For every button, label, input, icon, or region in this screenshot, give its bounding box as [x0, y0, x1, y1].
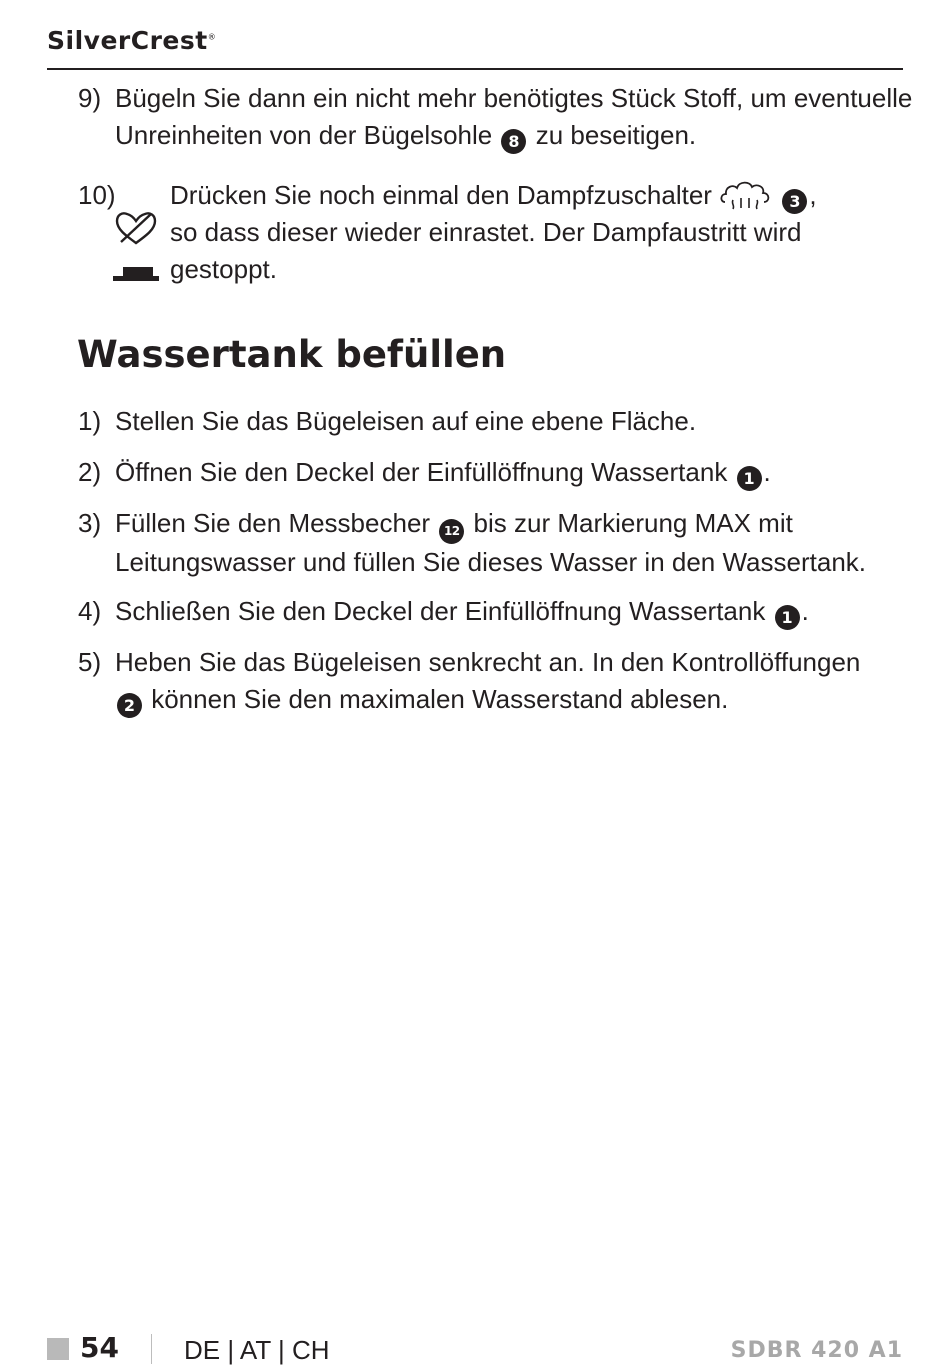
step-number: 5): [78, 647, 102, 677]
text-run: .: [801, 596, 809, 626]
ref-number: 1: [737, 466, 762, 491]
step-number: 2): [78, 457, 102, 487]
section-heading: Wassertank befüllen: [77, 333, 507, 376]
step-10: [78, 177, 898, 288]
fill-step-5: [78, 644, 898, 718]
step-text: [115, 593, 809, 630]
fill-step-3: [78, 505, 898, 579]
text-line: [115, 403, 696, 440]
step-number: 1): [78, 406, 102, 436]
text-run: ,: [809, 180, 817, 210]
text-run: zu beseitigen.: [528, 120, 697, 150]
text-line: [170, 251, 817, 288]
step-number: 9): [78, 83, 102, 113]
fill-step-1: [78, 403, 898, 440]
text-run: können Sie den maximalen Wasserstand ablesen.: [144, 684, 729, 714]
step-text: [170, 177, 817, 288]
fill-step-4: [78, 593, 898, 630]
text-line: [115, 454, 771, 491]
step-text: [115, 644, 860, 718]
step-number: 4): [78, 596, 102, 626]
brand-logo: [47, 26, 216, 55]
separator: |: [227, 1335, 235, 1365]
text-run: Füllen Sie den Messbecher: [115, 508, 438, 538]
country-codes: [184, 1330, 330, 1370]
text-run: Heben Sie das Bügeleisen senkrecht an. In den Kontrollöffungen: [115, 647, 861, 677]
step-number: 10): [78, 180, 116, 210]
text-line: [115, 117, 912, 154]
fill-step-2: [78, 454, 898, 491]
country-code: CH: [291, 1335, 330, 1365]
page-marker-square: [47, 1338, 69, 1360]
ref-number: 8: [501, 129, 526, 154]
text-line: [170, 214, 817, 251]
text-line: [115, 681, 860, 718]
text-run: Unreinheiten von der Bügelsohle: [115, 120, 500, 150]
ref-number: 3: [782, 189, 807, 214]
ref-number: 2: [117, 693, 142, 718]
brand-name: SilverCrest: [47, 26, 208, 55]
header-rule: [47, 68, 903, 70]
registered-mark: ®: [207, 32, 217, 42]
text-line: [115, 505, 866, 544]
text-line: [115, 644, 860, 681]
text-run: Drücken Sie noch einmal den Dampfzuschalter: [170, 180, 720, 210]
text-run: Bügeln Sie dann ein nicht mehr benötigtes Stück Stoff, um eventuelle: [115, 83, 913, 113]
text-run: Schließen Sie den Deckel der Einfüllöffnung Wassertank: [115, 596, 773, 626]
separator: |: [277, 1335, 285, 1365]
text-run: so dass dieser wieder einrastet. Der Dampfaustritt wird: [170, 217, 802, 247]
footer-divider: [151, 1334, 152, 1364]
step-text: [115, 80, 912, 154]
no-steam-icon: [113, 208, 159, 248]
step-text: [115, 505, 866, 581]
page-number: 54: [80, 1331, 119, 1364]
text-run: gestoppt.: [170, 254, 277, 284]
text-run: Stellen Sie das Bügeleisen auf eine ebene Fläche.: [115, 406, 697, 436]
step-text: [115, 454, 771, 491]
step-number: 3): [78, 508, 102, 538]
text-line: [115, 544, 866, 581]
sole-plate-icon: [113, 265, 159, 283]
text-run: Leitungswasser und füllen Sie dieses Wasser in den Wassertank.: [115, 547, 867, 577]
country-code: DE: [184, 1335, 221, 1365]
text-run: Öffnen Sie den Deckel der Einfüllöffnung Wassertank: [115, 457, 735, 487]
country-code: AT: [239, 1335, 271, 1365]
step-text: [115, 403, 696, 440]
model-number: SDBR 420 A1: [730, 1338, 903, 1363]
text-run: .: [763, 457, 771, 487]
text-run: bis zur Markierung MAX mit: [466, 508, 793, 538]
ref-number: 12: [439, 519, 464, 544]
step-9: [78, 80, 913, 154]
text-line: [115, 80, 912, 117]
ref-number: 1: [775, 605, 800, 630]
text-line: [115, 593, 809, 630]
text-line: [170, 177, 817, 214]
steam-cloud-icon: [719, 178, 773, 210]
